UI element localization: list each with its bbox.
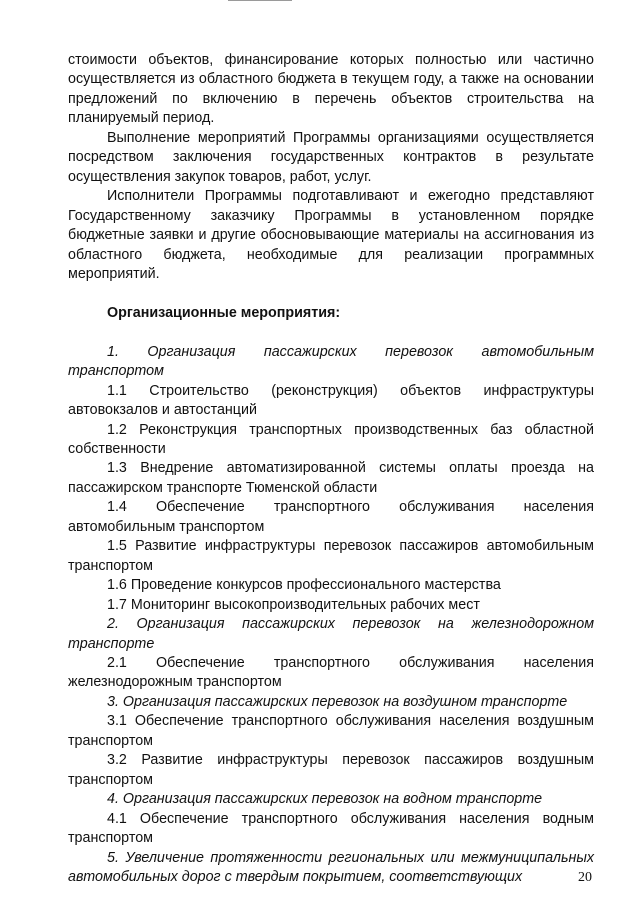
page-number: 20 [578,870,592,885]
section-1-title: 1. Организация пассажирских перевозок автомобильным транспортом [68,343,594,380]
paragraph-intro-continuation: стоимости объектов, финансирование которых полностью или частично осуществляется из областного бюджета в текущем году, а также на основании предложений по включению в перечень объектов строительства на планируемый период. [68,52,594,127]
paragraph-executors: Исполнители Программы подготавливают и ежегодно представляют Государственному заказчику Программы в установленном порядке бюджетные заявки и другие обосновывающие материалы на ассигнования из областного бюджета, необходимые для реализации программных мероприятий. [68,188,594,282]
section-5-title: 5. Увеличение протяженности региональных или межмуниципальных автомобильных дорог с твердым покрытием, соответствующих [68,849,594,885]
scan-edge-line [228,0,292,1]
section-heading: Организационные мероприятия: [107,304,341,321]
item-1-6: 1.6 Проведение конкурсов профессионального мастерства [107,577,501,594]
item-1-1: 1.1 Строительство (реконструкция) объектов инфраструктуры автовокзалов и автостанций [68,382,594,419]
section-4-title: 4. Организация пассажирских перевозок на водном транспорте [107,791,543,808]
item-2-1: 2.1 Обеспечение транспортного обслуживания населения железнодорожным транспортом [68,655,594,691]
item-1-4: 1.4 Обеспечение транспортного обслуживания населения автомобильным транспортом [68,499,594,535]
paragraph-implementation: Выполнение мероприятий Программы организациями осуществляется посредством заключения государственных контрактов в результате осуществления закупок товаров, работ, услуг. [68,129,594,185]
section-3-title: 3. Организация пассажирских перевозок на воздушном транспорте [107,693,568,710]
item-1-5: 1.5 Развитие инфраструктуры перевозок пассажиров автомобильным транспортом [68,538,594,574]
item-3-1: 3.1 Обеспечение транспортного обслуживания населения воздушным транспортом [68,713,594,749]
item-1-3: 1.3 Внедрение автоматизированной системы оплаты проезда на пассажирском транспорте Тюменской области [68,460,594,496]
item-1-7: 1.7 Мониторинг высокопроизводительных рабочих мест [107,596,480,613]
item-3-2: 3.2 Развитие инфраструктуры перевозок пассажиров воздушным транспортом [68,752,594,788]
item-4-1: 4.1 Обеспечение транспортного обслуживания населения водным транспортом [68,810,594,847]
section-2-title: 2. Организация пассажирских перевозок на железнодорожном транспорте [68,616,594,652]
item-1-2: 1.2 Реконструкция транспортных производственных баз областной собственности [68,421,594,458]
body-text [68,51,594,887]
